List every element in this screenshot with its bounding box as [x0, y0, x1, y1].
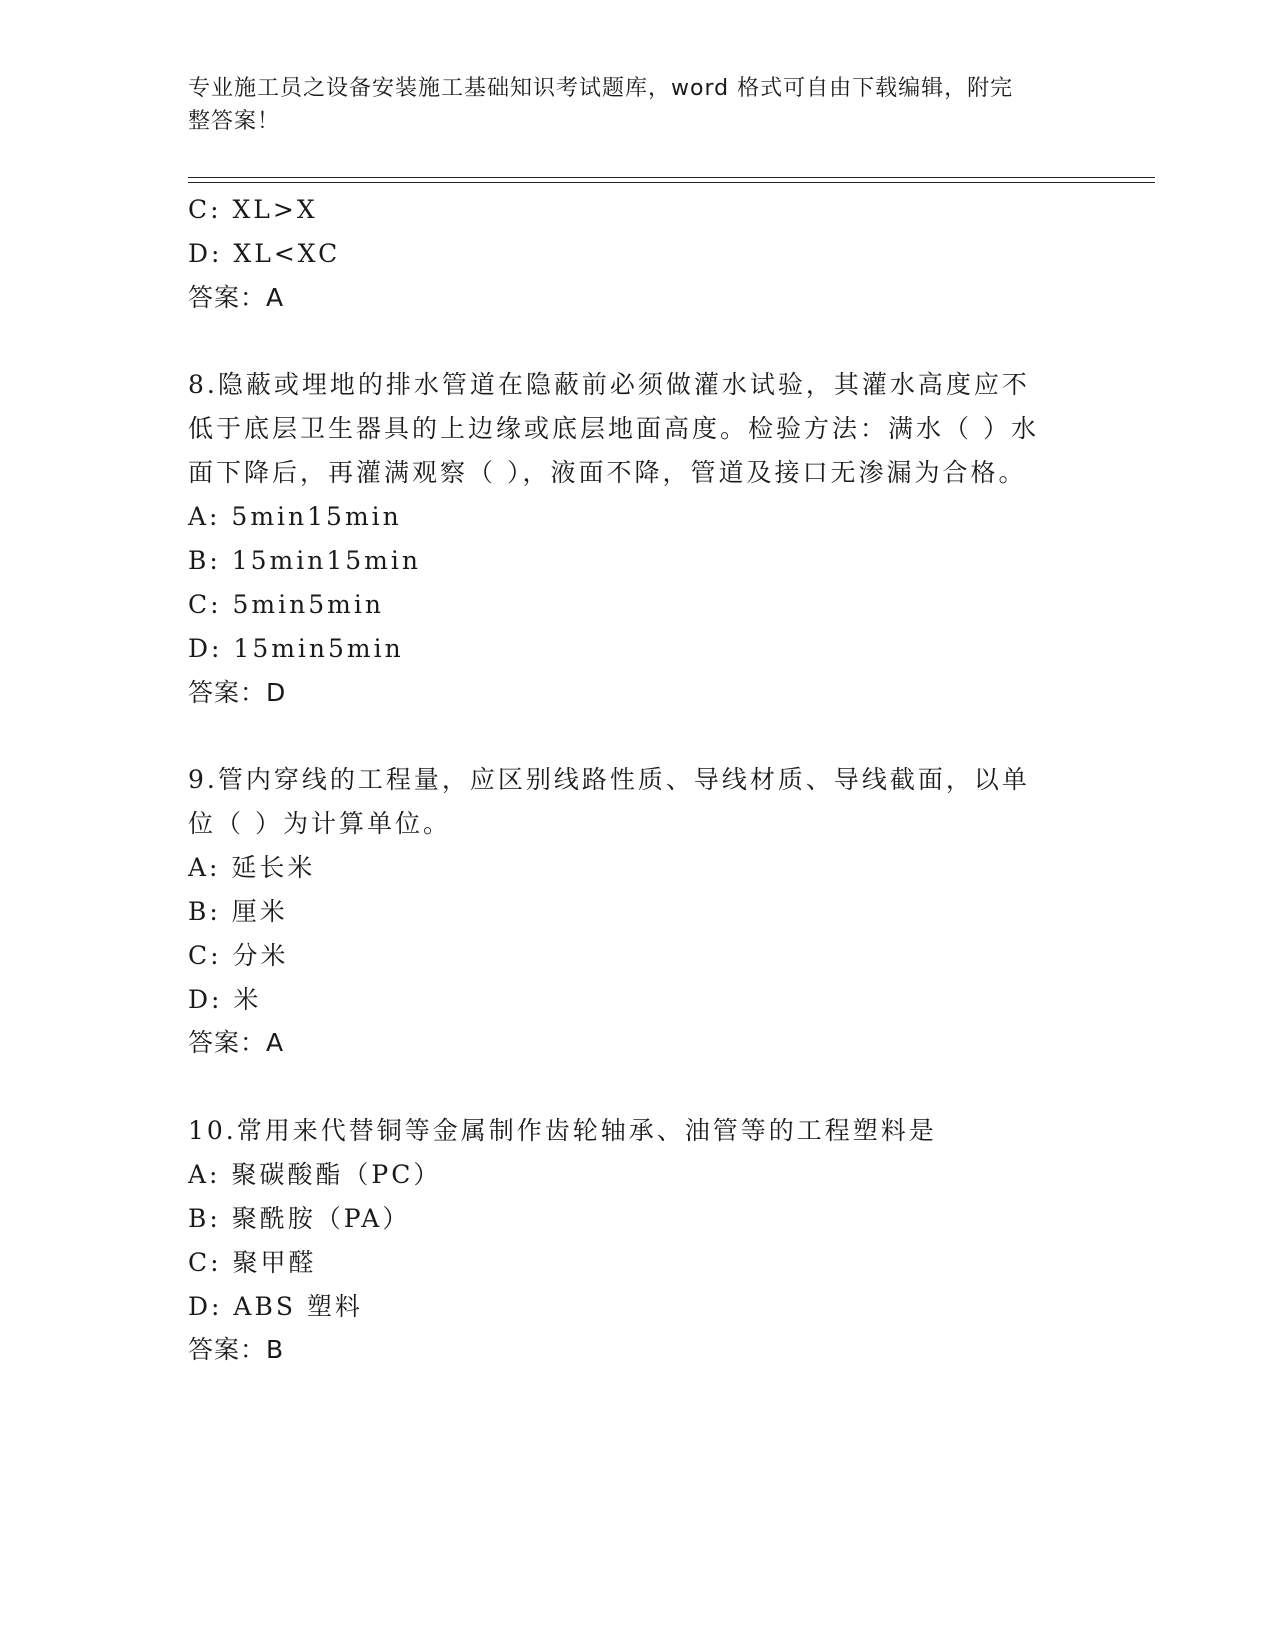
page-header	[188, 72, 1088, 138]
q8-option-d: D: 15min5min	[188, 634, 404, 663]
q8-stem-line-2: 低于底层卫生器具的上边缘或底层地面高度。检验方法：满水（ ）水	[188, 414, 1039, 443]
q7-answer: 答案：A	[188, 283, 285, 312]
q9-option-a: A: 延长米	[188, 853, 316, 882]
q9-answer: 答案：A	[188, 1028, 285, 1057]
q10-option-c: C: 聚甲醛	[188, 1248, 317, 1277]
q9-option-d: D: 米	[188, 985, 262, 1014]
q9-stem-line-2: 位（ ）为计算单位。	[188, 809, 451, 838]
q10-option-a: A: 聚碳酸酯（PC）	[188, 1160, 442, 1189]
q10-stem-line-1: 10.常用来代替铜等金属制作齿轮轴承、油管等的工程塑料是	[188, 1116, 937, 1145]
q8-stem-line-3: 面下降后，再灌满观察（ ），液面不降，管道及接口无渗漏为合格。	[188, 458, 1027, 487]
q9-option-b: B: 厘米	[188, 897, 288, 926]
q9-option-c: C: 分米	[188, 941, 289, 970]
header-divider-top	[188, 177, 1155, 178]
q10-option-d: D: ABS 塑料	[188, 1292, 363, 1321]
q8-answer: 答案：D	[188, 678, 287, 707]
header-divider-bottom	[188, 182, 1155, 183]
q9-stem-line-1: 9.管内穿线的工程量，应区别线路性质、导线材质、导线截面，以单	[188, 765, 1030, 794]
q8-option-a: A: 5min15min	[188, 502, 402, 531]
q10-option-b: B: 聚酰胺（PA）	[188, 1204, 411, 1233]
header-line-1: 专业施工员之设备安装施工基础知识考试题库，word 格式可自由下载编辑，附完	[188, 76, 1014, 101]
q7-option-c: C: XL>X	[188, 195, 318, 224]
q7-option-d: D: XL<XC	[188, 239, 341, 268]
q8-stem-line-1: 8.隐蔽或埋地的排水管道在隐蔽前必须做灌水试验，其灌水高度应不	[188, 370, 1030, 399]
header-line-2: 整答案！	[188, 109, 281, 134]
q10-answer: 答案：B	[188, 1335, 285, 1364]
q8-option-b: B: 15min15min	[188, 546, 421, 575]
q8-option-c: C: 5min5min	[188, 590, 384, 619]
